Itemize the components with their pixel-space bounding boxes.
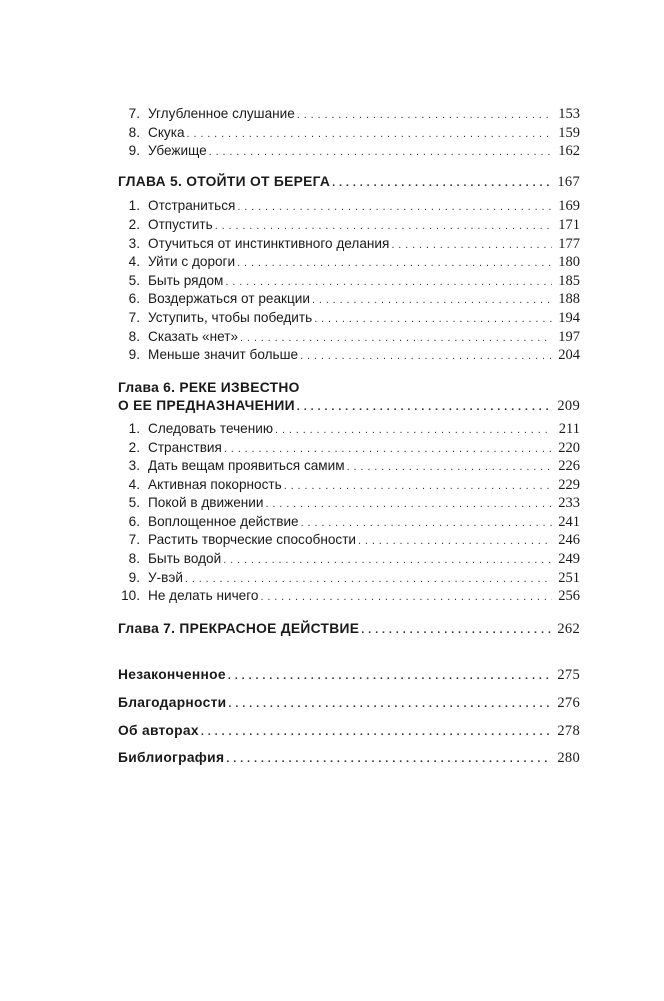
back-matter-entry[interactable] (118, 722, 580, 741)
back-matter-entry[interactable] (118, 694, 580, 713)
spacer (118, 638, 580, 666)
entry-title: Отпустить (148, 216, 213, 232)
entry-title: Активная покорность (148, 476, 282, 492)
dot-leader (391, 236, 552, 254)
spacer (118, 685, 580, 694)
entry-number: 3. (128, 458, 140, 474)
dot-leader (224, 440, 552, 458)
entry-title: Странствия (148, 439, 222, 455)
entry-title: Воздержаться от реакции (148, 291, 310, 307)
entry-page: 246 (558, 532, 580, 549)
entry-number: 2. (128, 216, 140, 232)
entry-number: 1. (128, 420, 140, 436)
toc-entry[interactable] (118, 290, 580, 309)
chapter-6-heading-line1[interactable]: Глава 6. РЕКЕ ИЗВЕСТНО (118, 379, 300, 395)
toc-entry[interactable] (118, 513, 580, 532)
entry-page: 188 (558, 291, 580, 308)
entry-title: Воплощенное действие (148, 513, 299, 529)
dot-leader (297, 398, 552, 416)
entry-page: 276 (557, 695, 580, 712)
entry-number: 8. (128, 551, 140, 567)
entry-page: 226 (558, 458, 580, 475)
entry-title: Благодарности (118, 695, 227, 711)
entry-page: 204 (558, 347, 580, 364)
entry-page: 278 (557, 722, 580, 739)
chapter-5-heading[interactable] (118, 173, 580, 192)
entry-number: 1. (128, 198, 140, 214)
entry-page: 169 (558, 198, 580, 215)
toc-entry[interactable] (118, 272, 580, 291)
entry-number: 8. (128, 328, 140, 344)
dot-leader (284, 477, 552, 495)
chapter-page: 209 (557, 398, 580, 415)
entry-page: 197 (558, 328, 580, 345)
back-matter-entry[interactable] (118, 749, 580, 768)
dot-leader (265, 495, 552, 513)
chapter-title: О ЕЕ ПРЕДНАЗНАЧЕНИИ (118, 398, 295, 414)
toc-entry[interactable] (118, 420, 580, 439)
entry-number: 2. (128, 439, 140, 455)
entry-page: 233 (558, 495, 580, 512)
entry-title: Незаконченное (118, 667, 226, 683)
chapter-7-heading[interactable] (118, 620, 580, 639)
dot-leader (347, 458, 552, 476)
toc-entry[interactable] (118, 457, 580, 476)
toc-entry[interactable] (118, 439, 580, 458)
entry-title: Углубленное слушание (148, 106, 295, 121)
dot-leader (358, 532, 552, 550)
entry-page: 256 (558, 588, 580, 605)
entry-title: Уступить, чтобы победить (148, 309, 313, 325)
entry-title: Меньше значит больше (148, 347, 299, 363)
entry-page: 241 (558, 513, 580, 530)
entry-page: 249 (558, 551, 580, 568)
entry-title: Об авторах (118, 722, 199, 738)
chapter-page: 262 (557, 620, 580, 637)
entry-title: Отучиться от инстинктивного делания (148, 235, 390, 251)
entry-number: 3. (128, 235, 140, 251)
dot-leader (228, 667, 552, 685)
dot-leader (187, 125, 552, 143)
dot-leader (260, 588, 552, 606)
dot-leader (300, 347, 552, 365)
dot-leader (215, 217, 552, 235)
entry-number: 10. (121, 588, 140, 604)
dot-leader (237, 254, 552, 272)
toc-entry[interactable] (118, 550, 580, 569)
toc-entry[interactable] (118, 531, 580, 550)
entry-title: Скука (148, 124, 185, 140)
dot-leader (314, 310, 552, 328)
entry-number: 5. (128, 272, 140, 288)
dot-leader (223, 551, 552, 569)
entry-number: 8. (128, 124, 140, 140)
spacer (118, 161, 580, 173)
toc-entry[interactable] (118, 587, 580, 606)
spacer (118, 713, 580, 722)
entry-page: 177 (558, 235, 580, 252)
entry-number: 7. (128, 309, 140, 325)
chapter-page: 167 (557, 173, 580, 190)
dot-leader (237, 198, 552, 216)
entry-number: 6. (128, 291, 140, 307)
entry-number: 6. (128, 513, 140, 529)
spacer (118, 740, 580, 749)
dot-leader (185, 570, 552, 588)
entry-page: 159 (558, 124, 580, 141)
toc-entry[interactable] (118, 328, 580, 347)
entry-page: 171 (558, 216, 580, 233)
entry-title: Дать вещам проявиться самим (148, 458, 345, 474)
dot-leader (228, 695, 552, 713)
entry-page: 211 (558, 420, 580, 437)
toc-entry[interactable] (118, 124, 580, 143)
dot-leader (226, 750, 552, 768)
dot-leader (275, 421, 552, 439)
toc-entry[interactable] (118, 253, 580, 272)
chapter-title: ГЛАВА 5. ОТОЙТИ ОТ БЕРЕГА (118, 173, 331, 189)
entry-page: 185 (558, 272, 580, 289)
entry-page: 220 (558, 439, 580, 456)
entry-title: Растить творческие способности (148, 532, 357, 548)
entry-page: 180 (558, 254, 580, 271)
entry-number: 9. (128, 143, 140, 159)
entry-page: 229 (558, 476, 580, 493)
toc-entry[interactable] (118, 197, 580, 216)
entry-title: Отстраниться (148, 198, 236, 214)
toc-entry[interactable] (118, 346, 580, 365)
toc-entry[interactable] (118, 494, 580, 513)
toc-entry[interactable] (118, 569, 580, 588)
dot-leader (240, 329, 552, 347)
dot-leader (201, 723, 552, 741)
entry-title: У-вэй (148, 569, 183, 585)
toc-entry[interactable] (118, 216, 580, 235)
entry-page: 162 (558, 143, 580, 160)
toc-entry[interactable] (118, 142, 580, 161)
entry-title: Быть рядом (148, 272, 224, 288)
entry-title: Уйти с дороги (148, 254, 236, 270)
toc-entry[interactable] (118, 105, 580, 124)
back-matter-entry[interactable] (118, 666, 580, 685)
dot-leader (312, 291, 552, 309)
chapter-6-heading[interactable] (118, 397, 580, 416)
entry-number: 5. (128, 495, 140, 511)
entry-page: 153 (558, 106, 580, 122)
entry-number: 9. (128, 347, 140, 363)
entry-number: 7. (128, 106, 140, 121)
chapter-title: Глава 7. ПРЕКРАСНОЕ ДЕЙСТВИЕ (118, 620, 360, 636)
toc-entry[interactable] (118, 476, 580, 495)
dot-leader (209, 143, 552, 161)
dot-leader (301, 514, 552, 532)
entry-number: 7. (128, 532, 140, 548)
entry-page: 251 (558, 569, 580, 586)
entry-number: 4. (128, 254, 140, 270)
spacer (118, 365, 580, 379)
entry-page: 194 (558, 309, 580, 326)
dot-leader (361, 621, 552, 639)
entry-title: Следовать течению (148, 420, 274, 436)
dot-leader (332, 174, 552, 192)
dot-leader (225, 273, 552, 291)
entry-title: Сказать «нет» (148, 328, 239, 344)
toc-entry[interactable] (118, 235, 580, 254)
entry-number: 4. (128, 476, 140, 492)
entry-number: 9. (128, 569, 140, 585)
entry-title: Покой в движении (148, 495, 264, 511)
dot-leader (297, 106, 552, 124)
entry-title: Библиография (118, 750, 225, 766)
entry-page: 280 (557, 750, 580, 767)
entry-title: Не делать ничего (148, 588, 259, 604)
entry-page: 275 (557, 667, 580, 684)
toc-entry[interactable] (118, 309, 580, 328)
spacer (118, 606, 580, 620)
entry-title: Быть водой (148, 551, 222, 567)
entry-title: Убежище (148, 143, 207, 159)
table-of-contents (118, 105, 580, 768)
